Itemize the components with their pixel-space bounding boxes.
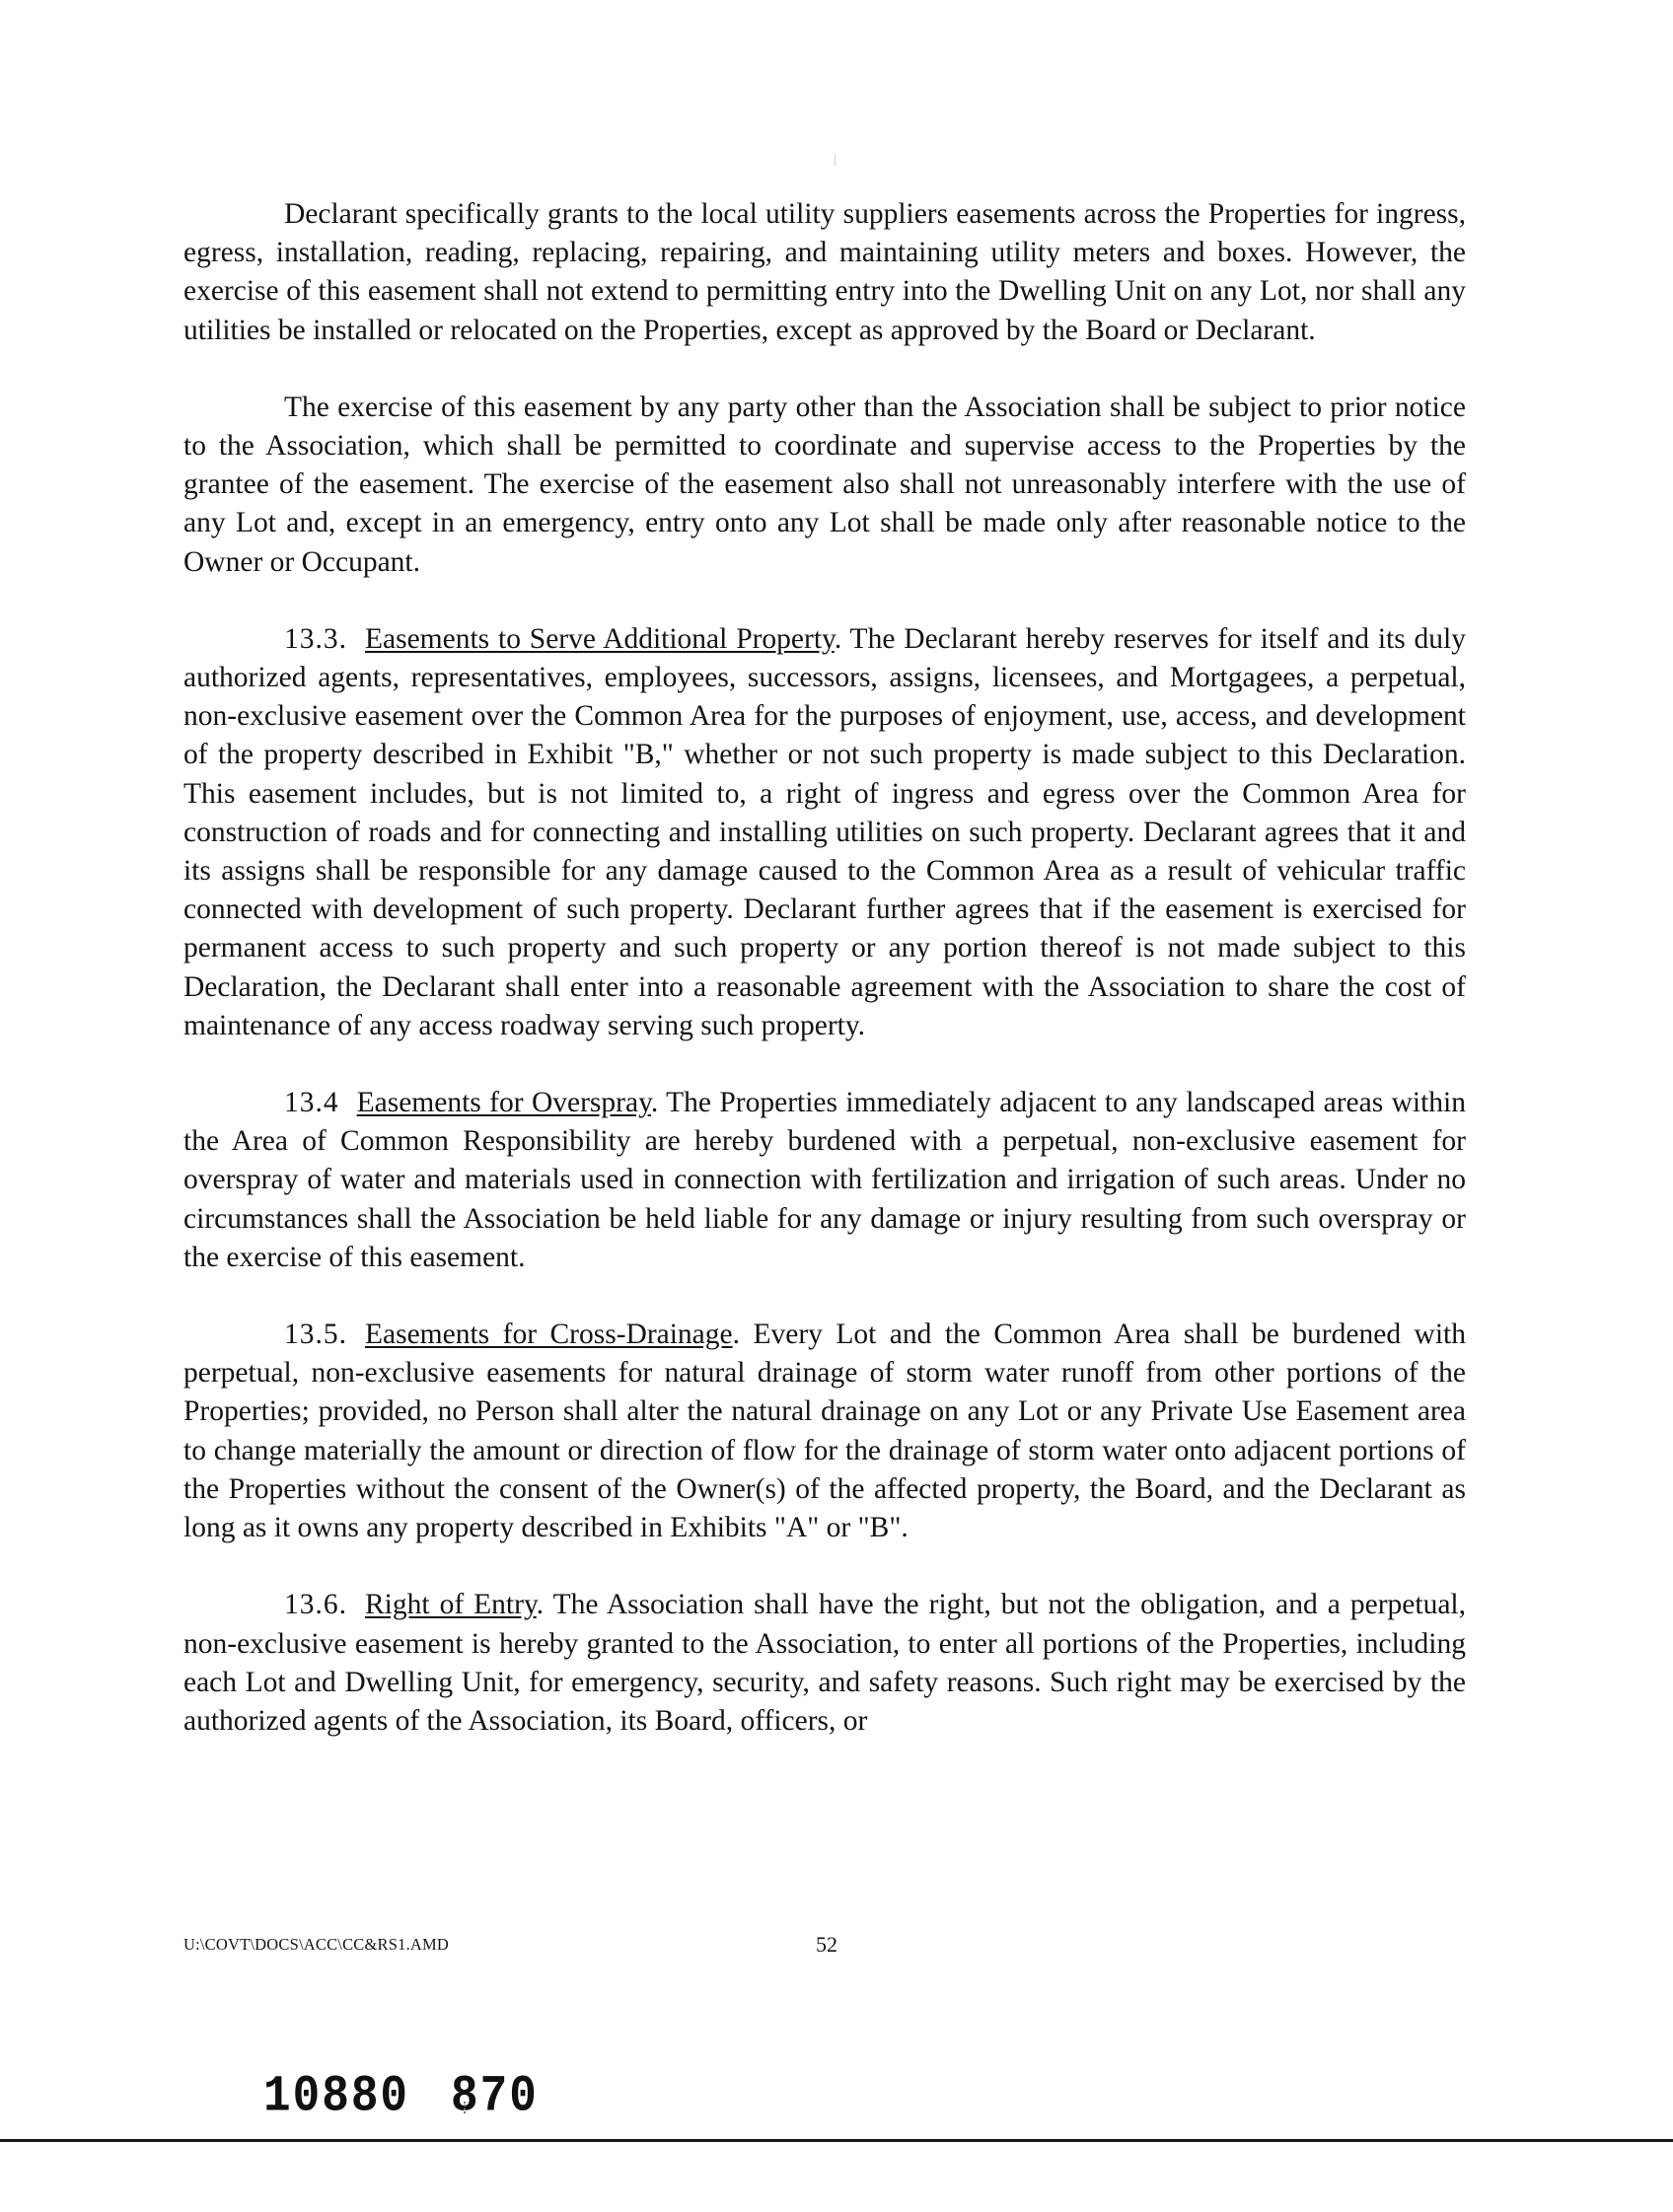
section-text: . The Association shall have the right, but not the obligation, and a perpetual, non-exclusive easement is hereby granted to the Association, to enter all portions of the Properties, including each Lot and Dwelling Unit, for emergency, security, and safety reasons. Such right may be exercised by the authorized agents of the Association, its Board, officers, or	[183, 1589, 1466, 1737]
section-text: . The Properties immediately adjacent to any landscaped areas within the Area of Common Responsibility are hereby burdened with a perpetual, non-exclusive easement for overspray of water and materials used in connection with fertilization and irrigation of such areas. Under no circumstances shall the Association be held liable for any damage or injury resulting from such overspray or the exercise of this easement.	[183, 1087, 1466, 1273]
section-text: . Every Lot and the Common Area shall be burdened with perpetual, non-exclusive easements for natural drainage of storm water runoff from other portions of the Properties; provided, no Person shall alter the natural drainage on any Lot or any Private Use Easement area to change materially the amount or direction of flow for the drainage of storm water onto adjacent portions of the Properties without the consent of the Owner(s) of the affected property, the Board, and the Declarant as long as it owns any property described in Exhibits "A" or "B".	[183, 1319, 1466, 1544]
section-13-4	[183, 1084, 1466, 1277]
recording-stamp	[263, 2068, 539, 2125]
scan-artifact	[835, 154, 836, 166]
section-number: 13.5.	[284, 1319, 347, 1351]
section-number: 13.6.	[284, 1589, 347, 1621]
recording-book-number: 10880	[263, 2068, 410, 2126]
section-heading: Easements for Overspray	[356, 1087, 651, 1119]
section-heading: Easements to Serve Additional Property	[365, 622, 835, 655]
section-13-5	[183, 1316, 1466, 1547]
file-path: U:\COVT\DOCS\ACC\CC&RS1.AMD	[183, 1935, 449, 1954]
section-heading: Easements for Cross-Drainage	[365, 1319, 733, 1351]
paragraph-text: Declarant specifically grants to the local utility suppliers easements across the Properties for ingress, egress, installation, reading, replacing, repairing, and maintaining utility meters and boxes. However, the exercise of this easement shall not extend to permitting entry into the Dwelling Unit on any Lot, nor shall any utilities be installed or relocated on the Properties, except as approved by the Board or Declarant.	[183, 198, 1466, 346]
section-heading: Right of Entry	[365, 1589, 537, 1621]
section-number: 13.3.	[284, 622, 347, 655]
section-13-6	[183, 1586, 1466, 1741]
section-13-3	[183, 620, 1466, 1045]
bottom-rule	[0, 2139, 1673, 2142]
section-number: 13.4	[284, 1087, 339, 1119]
paragraph-easement-notice	[183, 389, 1466, 582]
recording-page-number: 870	[451, 2068, 539, 2126]
paragraph-utility-easement	[183, 195, 1466, 350]
paragraph-text: The exercise of this easement by any party other than the Association shall be subject to prior notice to the Association, which shall be permitted to coordinate and supervise access to the Properties by the grantee of the easement. The exercise of the easement also shall not unreasonably interfere with the use of any Lot and, except in an emergency, entry onto any Lot shall be made only after reasonable notice to the Owner or Occupant.	[183, 391, 1466, 578]
page-number: 52	[816, 1932, 837, 1957]
stamp-mark	[464, 2102, 472, 2113]
document-body	[183, 195, 1466, 1779]
section-text: . The Declarant hereby reserves for itself and its duly authorized agents, representatives, employees, successors, assigns, licensees, and Mortgagees, a perpetual, non-exclusive easement over the Common Area for the purposes of enjoyment, use, access, and development of the property described in Exhibit "B," whether or not such property is made subject to this Declaration. This easement includes, but is not limited to, a right of ingress and egress over the Common Area for construction of roads and for connecting and installing utilities on such property. Declarant agrees that it and its assigns shall be responsible for any damage caused to the Common Area as a result of vehicular traffic connected with development of such property. Declarant further agrees that if the easement is exercised for permanent access to such property and such property or any portion thereof is not made subject to this Declaration, the Declarant shall enter into a reasonable agreement with the Association to share the cost of maintenance of any access roadway serving such property.	[183, 622, 1467, 1041]
page-footer	[183, 1932, 1466, 1964]
